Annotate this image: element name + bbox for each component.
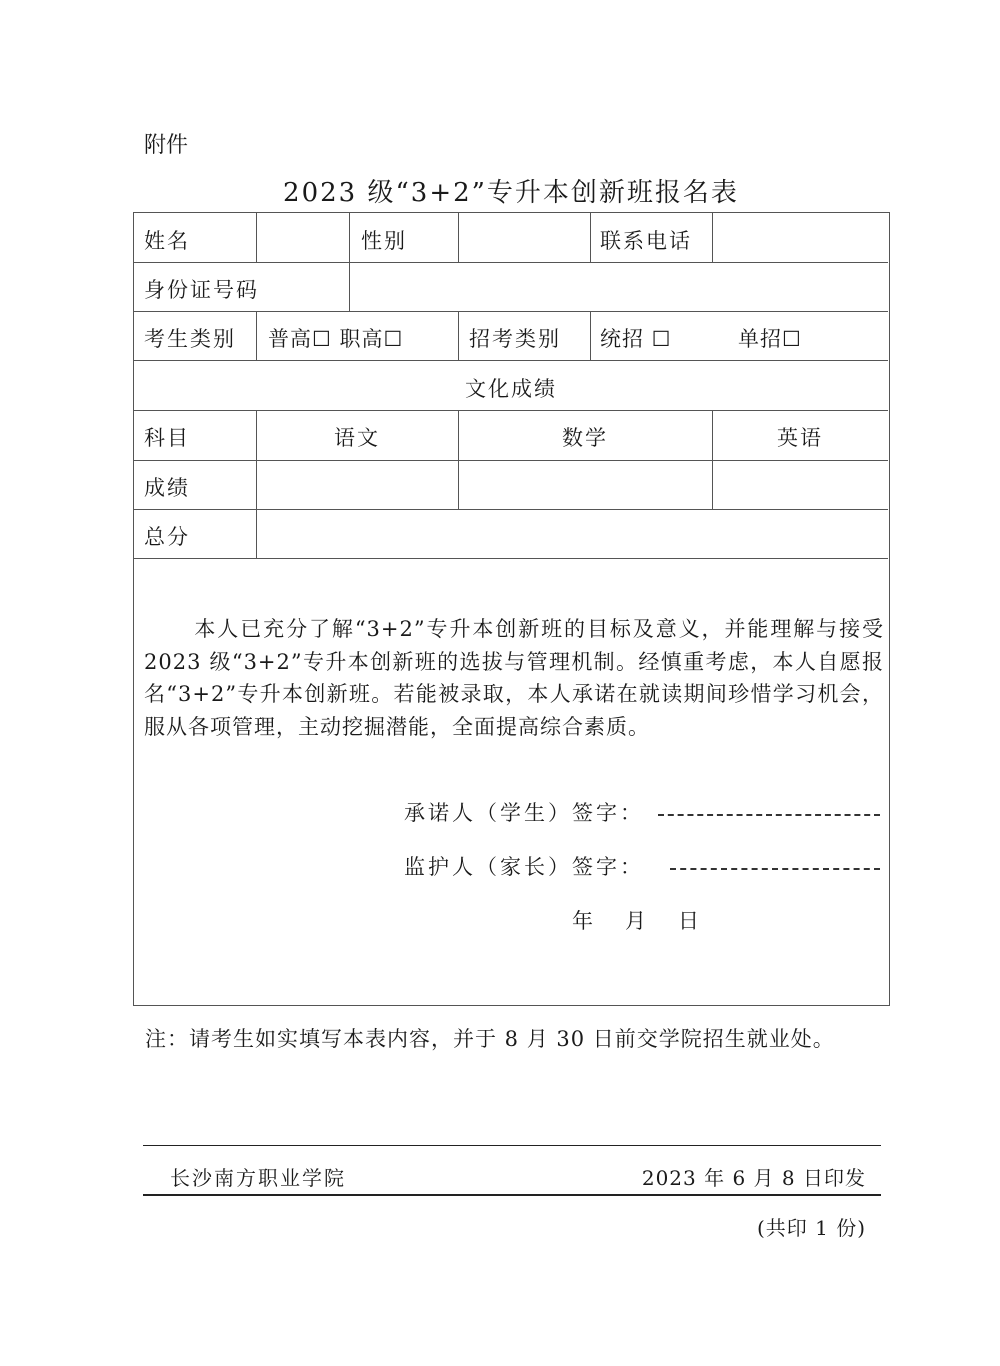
id-number-field[interactable] xyxy=(351,262,886,311)
subject-english: 英语 xyxy=(777,426,823,450)
student-signature-line[interactable] xyxy=(404,797,880,827)
col-divider xyxy=(458,213,459,262)
parent-signature-blank[interactable] xyxy=(670,868,880,870)
name-field[interactable] xyxy=(258,213,348,262)
attachment-label: 附件 xyxy=(144,133,189,158)
footer-top-rule xyxy=(143,1145,881,1146)
col-divider xyxy=(349,213,350,262)
gender-label: 性别 xyxy=(361,229,407,253)
footer-bottom-rule xyxy=(143,1194,881,1196)
col-divider xyxy=(712,213,713,262)
student-type-checkboxes[interactable]: 普高☐ 职高☐ xyxy=(268,327,404,351)
row-divider xyxy=(134,558,888,559)
col-divider xyxy=(349,262,350,311)
issuer: 长沙南方职业学院 xyxy=(170,1166,346,1190)
col-divider xyxy=(458,311,459,360)
parent-signature-line[interactable] xyxy=(404,851,880,881)
phone-label: 联系电话 xyxy=(600,229,692,253)
parent-signature-label: 监护人（家长）签字： xyxy=(404,855,644,879)
student-signature-blank[interactable] xyxy=(658,814,880,816)
col-divider xyxy=(590,311,591,360)
date-line: 年 月 日 xyxy=(572,909,703,933)
id-number-label: 身份证号码 xyxy=(144,278,259,302)
exam-type-label: 招考类别 xyxy=(469,327,561,351)
score-math-field[interactable] xyxy=(460,460,711,509)
exam-type-unified-checkbox[interactable]: 统招 ☐ xyxy=(600,327,672,351)
phone-field[interactable] xyxy=(714,213,886,262)
scores-label: 成绩 xyxy=(144,476,190,500)
score-english-field[interactable] xyxy=(714,460,886,509)
total-label: 总分 xyxy=(144,525,190,549)
subject-chinese: 语文 xyxy=(334,426,380,450)
pledge-paragraph: 本人已充分了解“3+2”专升本创新班的目标及意义，并能理解与接受 2023 级“3+2”专升本创新班的选拔与管理机制。经慎重考虑，本人自愿报名“3+2”专升本创新班。若能被录取，本人承诺在就读期间珍惜学习机会，服从各项管理，主动挖掘潜能，全面提高综合素质。 xyxy=(144,617,884,739)
footnote: 注：请考生如实填写本表内容，并于 8 月 30 日前交学院招生就业处。 xyxy=(145,1027,835,1051)
form-title: 2023 级“3+2”专升本创新班报名表 xyxy=(283,178,739,208)
gender-field[interactable] xyxy=(460,213,589,262)
issue-date: 2023 年 6 月 8 日印发 xyxy=(641,1166,866,1190)
registration-table xyxy=(133,212,890,1006)
total-field[interactable] xyxy=(258,509,886,558)
student-signature-label: 承诺人（学生）签字： xyxy=(404,801,644,825)
subject-label: 科目 xyxy=(144,426,190,450)
copies-count: (共印 1 份) xyxy=(756,1216,866,1240)
col-divider xyxy=(590,213,591,262)
col-divider xyxy=(256,311,257,360)
name-label: 姓名 xyxy=(144,229,190,253)
score-chinese-field[interactable] xyxy=(258,460,457,509)
culture-score-heading: 文化成绩 xyxy=(465,377,557,401)
student-type-label: 考生类别 xyxy=(144,327,236,351)
pledge-text xyxy=(144,613,884,743)
col-divider xyxy=(256,213,257,262)
subject-math: 数学 xyxy=(562,426,608,450)
exam-type-single-checkbox[interactable]: 单招☐ xyxy=(738,327,802,351)
